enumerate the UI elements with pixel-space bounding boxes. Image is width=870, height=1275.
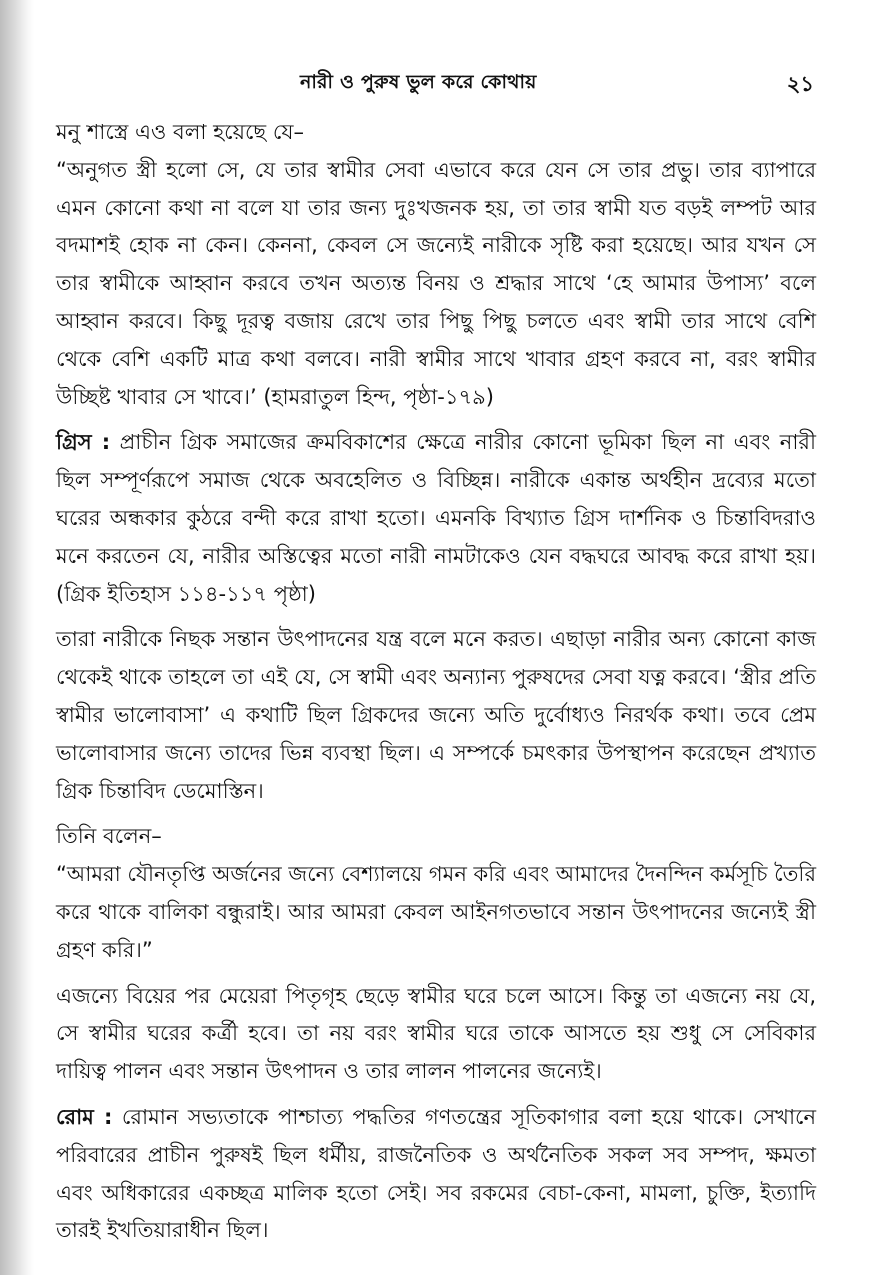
paragraph-quote-manu: “অনুগত স্ত্রী হলো সে, যে তার স্বামীর সেবা এভাবে করে যেন সে তার প্রভু। তার ব্যাপারে এমন কোনো কথা না বলে যা তার জন্য দুঃখজনক হয়, তা তার স্বামী যত বড়ই লম্পট আর বদমাশই হোক না কেন। কেননা, কেবল সে জন্যেই নারীকে সৃষ্টি করা হয়েছে। আর যখন সে তার স্বামীকে আহ্বান করবে তখন অত্যন্ত বিনয় ও শ্রদ্ধার সাথে ‘হে আমার উপাস্য’ বলে আহ্বান করবে। কিছু দূরত্ব বজায় রেখে তার পিছু পিছু চলতে এবং স্বামী তার সাথে বেশি থেকে বেশি একটি মাত্র কথা বলবে। নারী স্বামীর সাথে খাবার গ্রহণ করবে না, বরং স্বামীর উচ্ছিষ্ট খাবার সে খাবে।’ (হামরাতুল হিন্দ, পৃষ্ঠা-১৭৯) bbox=[56, 157, 816, 409]
paragraph-rome bbox=[56, 1099, 816, 1250]
page-gutter-shadow bbox=[0, 0, 34, 1275]
paragraph-greece-text: প্রাচীন গ্রিক সমাজের ক্রমবিকাশের ক্ষেত্রে নারীর কোনো ভূমিকা ছিল না এবং নারী ছিল সম্পূর্ণরূপে সমাজ থেকে অবহেলিত ও বিচ্ছিন্ন। নারীকে একান্ত অর্থহীন দ্রব্যের মতো ঘরের অন্ধকার কুঠরে বন্দী করে রাখা হতো। এমনকি বিখ্যাত গ্রিস দার্শনিক ও চিন্তাবিদরাও মনে করতেন যে, নারীর অস্তিত্বের মতো নারী নামটাকেও যেন বদ্ধঘরে আবদ্ধ করে রাখা হয়। (গ্রিক ইতিহাস ১১৪-১১৭ পৃষ্ঠা) bbox=[56, 430, 816, 606]
paragraph-he-said: তিনি বলেন– bbox=[56, 824, 162, 849]
paragraph-marriage: এজন্যে বিয়ের পর মেয়েরা পিতৃগৃহ ছেড়ে স্বামীর ঘরে চলে আসে। কিন্তু তা এজন্যে নয় যে, সে স্বামীর ঘরের কর্ত্রী হবে। তা নয় বরং স্বামীর ঘরে তাকে আসতে হয় শুধু সে সেবিকার দায়িত্ব পালন এবং সন্তান উৎপাদন ও তার লালন পালনের জন্যেই। bbox=[56, 983, 817, 1084]
page-number: ২১ bbox=[786, 72, 814, 96]
paragraph-greece bbox=[56, 424, 816, 613]
page-body bbox=[56, 114, 816, 1250]
paragraph-greek-views: তারা নারীকে নিছক সন্তান উৎপাদনের যন্ত্র বলে মনে করত। এছাড়া নারীর অন্য কোনো কাজ থেকেই থাকে তাহলে তা এই যে, সে স্বামী এবং অন্যান্য পুরুষদের সেবা যত্ন করবে। ‘স্ত্রীর প্রতি স্বামীর ভালোবাসা’ এ কথাটি ছিল গ্রিকদের জন্যে অতি দুর্বোধ্যও নিরর্থক কথা। তবে প্রেম ভালোবাসার জন্যে তাদের ভিন্ন ব্যবস্থা ছিল। এ সম্পর্কে চমৎকার উপস্থাপন করেছেন প্রখ্যাত গ্রিক চিন্তাবিদ ডেমোস্তিন। bbox=[56, 627, 816, 803]
page-header bbox=[300, 68, 814, 98]
section-label-greece: গ্রিস : bbox=[56, 430, 111, 455]
section-label-rome: রোম : bbox=[56, 1104, 113, 1129]
paragraph-quote-demosthenes: “আমরা যৌনতৃপ্তি অর্জনের জন্যে বেশ্যালয়ে গমন করি এবং আমাদের দৈনন্দিন কর্মসূচি তৈরি করে থাকে বালিকা বন্ধুরাই। আর আমরা কেবল আইনগতভাবে সন্তান উৎপাদনের জন্যেই স্ত্রী গ্রহণ করি।” bbox=[56, 862, 816, 962]
running-title: নারী ও পুরুষ ভুল করে কোথায় bbox=[300, 71, 537, 93]
paragraph-rome-text: রোমান সভ্যতাকে পাশ্চাত্য পদ্ধতির গণতন্ত্রের সূতিকাগার বলা হয়ে থাকে। সেখানে পরিবারের প্রাচীন পুরুষই ছিল ধর্মীয়, রাজনৈতিক ও অর্থনৈতিক সকল সব সম্পদ, ক্ষমতা এবং অধিকারের একচ্ছত্র মালিক হতো সেই। সব রকমের বেচা-কেনা, মামলা, চুক্তি, ইত্যাদি তারই ইখতিয়ারাধীন ছিল। bbox=[56, 1104, 817, 1243]
paragraph-intro: মনু শাস্ত্রে এও বলা হয়েছে যে– bbox=[56, 120, 304, 144]
